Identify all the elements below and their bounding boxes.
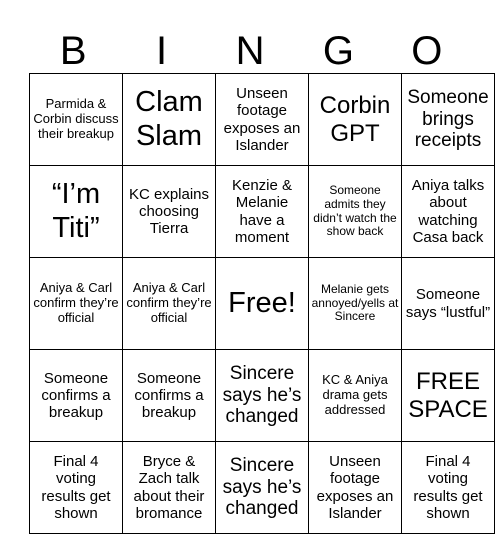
- bingo-row: [30, 258, 495, 350]
- bingo-cell[interactable]: Corbin GPT: [309, 74, 402, 166]
- bingo-row: [30, 166, 495, 258]
- bingo-cell[interactable]: Final 4 voting results get shown: [402, 442, 495, 534]
- bingo-cell[interactable]: Parmida & Corbin discuss their breakup: [30, 74, 123, 166]
- bingo-cell[interactable]: Bryce & Zach talk about their bromance: [123, 442, 216, 534]
- bingo-cell[interactable]: Final 4 voting results get shown: [30, 442, 123, 534]
- bingo-cell[interactable]: “I’m Titi”: [30, 166, 123, 258]
- bingo-header: [29, 28, 471, 74]
- bingo-cell[interactable]: Someone brings receipts: [402, 74, 495, 166]
- bingo-cell[interactable]: Someone confirms a breakup: [30, 350, 123, 442]
- bingo-cell[interactable]: Someone confirms a breakup: [123, 350, 216, 442]
- header-letter-g: G: [322, 29, 354, 73]
- bingo-cell[interactable]: Someone admits they didn’t watch the show back: [309, 166, 402, 258]
- bingo-cell[interactable]: Kenzie & Melanie have a moment: [216, 166, 309, 258]
- bingo-cell-free-space[interactable]: FREE SPACE: [402, 350, 495, 442]
- bingo-cell[interactable]: Clam Slam: [123, 74, 216, 166]
- bingo-cell[interactable]: KC & Aniya drama gets addressed: [309, 350, 402, 442]
- bingo-row: [30, 350, 495, 442]
- bingo-cell[interactable]: Aniya & Carl confirm they’re official: [30, 258, 123, 350]
- bingo-cell[interactable]: Melanie gets annoyed/yells at Sincere: [309, 258, 402, 350]
- bingo-cell[interactable]: Sincere says he’s changed: [216, 442, 309, 534]
- bingo-cell[interactable]: Aniya & Carl confirm they’re official: [123, 258, 216, 350]
- header-letter-b: B: [59, 29, 87, 73]
- header-letter-i: I: [156, 29, 168, 73]
- bingo-row: [30, 74, 495, 166]
- bingo-card: [29, 73, 495, 534]
- header-letter-o: O: [411, 29, 443, 73]
- bingo-cell-free[interactable]: Free!: [216, 258, 309, 350]
- header-letter-n: N: [235, 29, 265, 73]
- bingo-cell[interactable]: KC explains choosing Tierra: [123, 166, 216, 258]
- bingo-row: [30, 442, 495, 534]
- bingo-cell[interactable]: Aniya talks about watching Casa back: [402, 166, 495, 258]
- bingo-cell[interactable]: Unseen footage exposes an Islander: [309, 442, 402, 534]
- bingo-cell[interactable]: Unseen footage exposes an Islander: [216, 74, 309, 166]
- bingo-cell[interactable]: Someone says “lustful”: [402, 258, 495, 350]
- bingo-cell[interactable]: Sincere says he’s changed: [216, 350, 309, 442]
